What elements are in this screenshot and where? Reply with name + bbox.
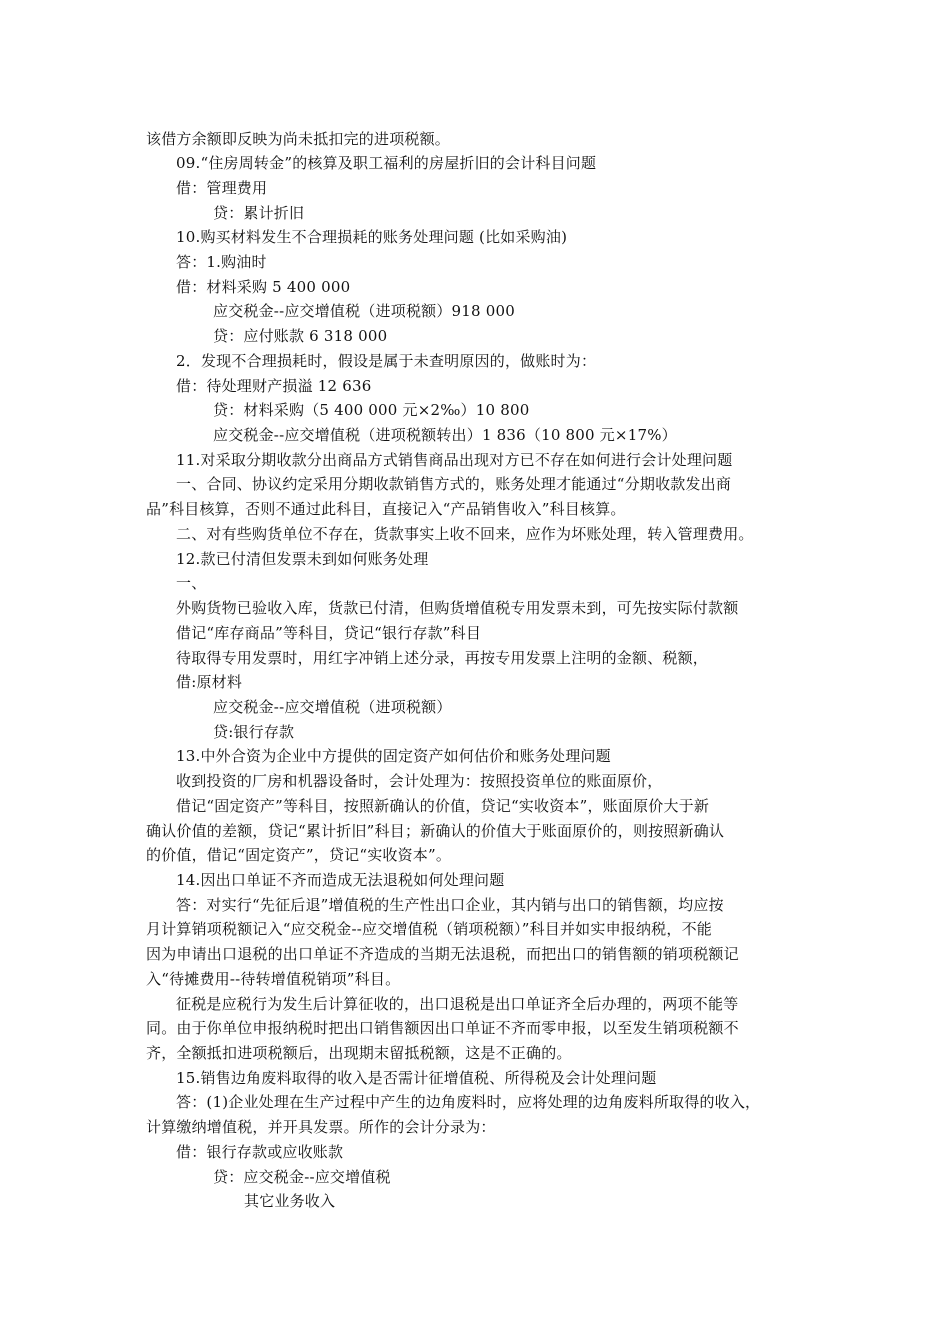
text-line: 借：材料采购 5 400 000: [176, 278, 351, 296]
section-heading: 14.因出口单证不齐而造成无法退税如何处理问题: [176, 871, 505, 889]
text-line: 入“待摊费用--待转增值税销项”科目。: [146, 970, 401, 988]
text-line: 品”科目核算，否则不通过此科目，直接记入“产品销售收入”科目核算。: [146, 500, 626, 518]
section-heading: 10.购买材料发生不合理损耗的账务处理问题 (比如采购油): [176, 228, 568, 246]
text-line: 应交税金--应交增值税（进项税额）: [213, 698, 452, 716]
text-line: 2．发现不合理损耗时，假设是属于未查明原因的，做账时为：: [176, 352, 597, 370]
text-line: 贷：应交税金--应交增值税: [213, 1168, 391, 1186]
text-line: 答：对实行“先征后退”增值税的生产性出口企业，其内销与出口的销售额，均应按: [176, 896, 724, 914]
text-line: 其它业务收入: [244, 1192, 336, 1210]
text-line: 月计算销项税额记入“应交税金--应交增值税（销项税额）”科目并如实申报纳税，不能: [146, 920, 712, 938]
section-heading: 09.“住房周转金”的核算及职工福利的房屋折旧的会计科目问题: [176, 154, 597, 172]
text-line: 征税是应税行为发生后计算征收的，出口退税是出口单证齐全后办理的，两项不能等: [176, 995, 739, 1013]
text-line: 答：(1)企业处理在生产过程中产生的边角废料时，应将处理的边角废料所取得的收入，: [176, 1093, 761, 1111]
text-line: 借记“固定资产”等科目，按照新确认的价值，贷记“实收资本”，账面原价大于新: [176, 797, 710, 815]
text-line: 贷：材料采购（5 400 000 元×2‰）10 800: [213, 401, 530, 419]
text-line: 同。由于你单位申报纳税时把出口销售额因出口单证不齐而零申报，以至发生销项税额不: [146, 1019, 739, 1037]
text-line: 收到投资的厂房和机器设备时，会计处理为：按照投资单位的账面原价，: [176, 772, 663, 790]
text-line: 贷：应付账款 6 318 000: [213, 327, 388, 345]
section-heading: 12.款已付清但发票未到如何账务处理: [176, 550, 429, 568]
text-line: 一、合同、协议约定采用分期收款销售方式的，账务处理才能通过“分期收款发出商: [176, 475, 732, 493]
text-line: 答：1.购油时: [176, 253, 267, 271]
text-line: 应交税金--应交增值税（进项税额转出）1 836（10 800 元×17%）: [213, 426, 677, 444]
text-line: 确认价值的差额，贷记“累计折旧”科目；新确认的价值大于账面原价的，则按照新确认: [146, 822, 725, 840]
text-line: 借：银行存款或应收账款: [176, 1143, 344, 1161]
text-line: 贷：累计折旧: [213, 204, 305, 222]
text-line: 齐，全额抵扣进项税额后，出现期末留抵税额，这是不正确的。: [146, 1044, 572, 1062]
text-line: 计算缴纳增值税，并开具发票。所作的会计分录为：: [146, 1118, 496, 1136]
section-heading: 11.对采取分期收款分出商品方式销售商品出现对方已不存在如何进行会计处理问题: [176, 451, 733, 469]
section-heading: 15.销售边角废料取得的收入是否需计征增值税、所得税及会计处理问题: [176, 1069, 657, 1087]
text-line: 贷:银行存款: [213, 723, 295, 741]
text-line: 借：待处理财产损溢 12 636: [176, 377, 372, 395]
text-line: 一、: [176, 574, 207, 592]
text-line: 借:原材料: [176, 673, 243, 691]
text-line: 应交税金--应交增值税（进项税额）918 000: [213, 302, 515, 320]
text-line: 借记“库存商品”等科目，贷记“银行存款”科目: [176, 624, 482, 642]
text-line: 借：管理费用: [176, 179, 268, 197]
text-line: 外购货物已验收入库，货款已付清，但购货增值税专用发票未到，可先按实际付款额: [176, 599, 739, 617]
text-line: 二、对有些购货单位不存在，货款事实上收不回来，应作为坏账处理，转入管理费用。: [176, 525, 754, 543]
text-line: 该借方余额即反映为尚未抵扣完的进项税额。: [146, 130, 451, 148]
text-line: 的价值，借记“固定资产”，贷记“实收资本”。: [146, 846, 452, 864]
section-heading: 13.中外合资为企业中方提供的固定资产如何估价和账务处理问题: [176, 747, 611, 765]
text-line: 因为申请出口退税的出口单证不齐造成的当期无法退税，而把出口的销售额的销项税额记: [146, 945, 739, 963]
text-line: 待取得专用发票时，用红字冲销上述分录，再按专用发票上注明的金额、税额，: [176, 649, 709, 667]
